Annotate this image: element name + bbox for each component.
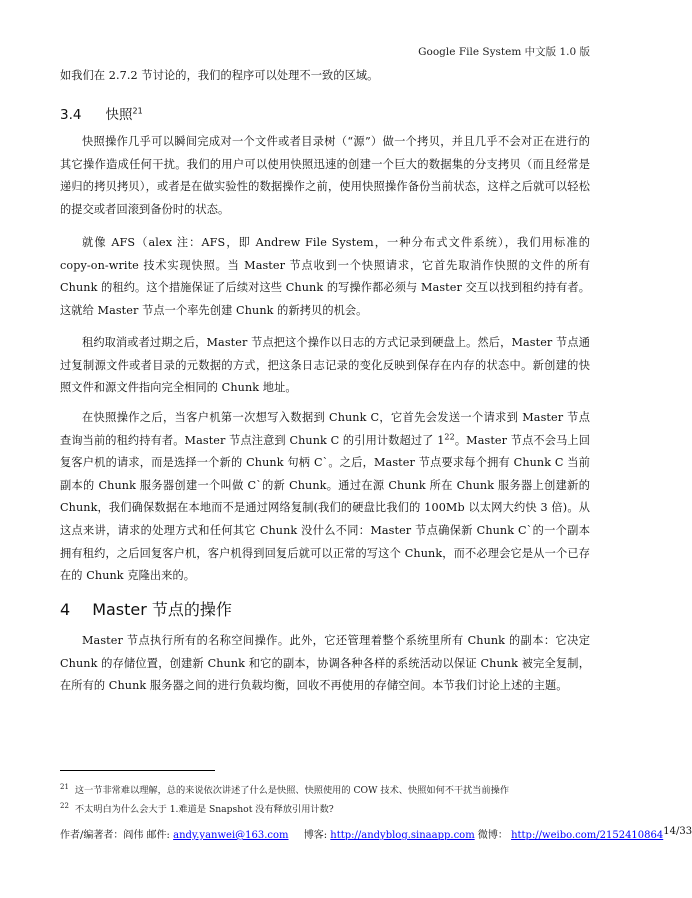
page-number: 14/33: [663, 826, 692, 837]
running-header: Google File System 中文版 1.0 版: [418, 46, 590, 58]
section-number: 4: [60, 600, 71, 619]
section-heading-3-4: [60, 103, 143, 123]
footnote-22: [60, 801, 600, 815]
blog-link[interactable]: http://andyblog.sinaapp.com: [330, 830, 475, 841]
blog-label: 博客:: [303, 830, 328, 841]
footer-contact: [60, 826, 663, 841]
section-title: Master 节点的操作: [92, 600, 232, 619]
paragraph-lease-revoke: 租约取消或者过期之后，Master 节点把这个操作以日志的方式记录到硬盘上。然后，Master 节点通过复制源文件或者目录的元数据的方式，把这条日志记录的变化反映到保存在内存的状态中。新创建的快照文件和源文件指向完全相同的 Chunk 地址。: [60, 336, 590, 395]
section-number: 3.4: [60, 107, 82, 123]
intro-paragraph: 如我们在 2.7.2 节讨论的，我们的程序可以处理不一致的区域。: [60, 69, 379, 82]
footnote-ref-21: 21: [132, 106, 143, 116]
section-title: 快照: [105, 107, 133, 123]
section-heading-4: [60, 597, 232, 620]
paragraph-master-operations: Master 节点执行所有的名称空间操作。此外，它还管理着整个系统里所有 Chunk 的副本：它决定 Chunk 的存储位置，创建新 Chunk 和它的副本，协调各种各样的系统活动以保证 Chunk 被完全复制，在所有的 Chunk 服务器之间的进行负载均衡，回收不再使用的存储空间。本节我们讨论上述的主题。: [60, 634, 590, 693]
footnote-21: [60, 782, 600, 796]
weibo-label: 微博：: [477, 830, 508, 841]
paragraph-copy-on-write: 就像 AFS（alex 注：AFS，即 Andrew File System，一种分布式文件系统），我们用标准的 copy-on-write 技术实现快照。当 Master 节点收到一个快照请求，它首先取消作快照的文件的所有 Chunk 的租约。这个措施保证了后续对这些 Chunk 的写操作都必须与 Master 交互以找到租约持有者。这就给 Master 节点一个率先创建 Chunk 的新拷贝的机会。: [60, 236, 590, 317]
footnote-text: 这一节非常难以理解，总的来说依次讲述了什么是快照、快照使用的 COW 技术、快照如何不干扰当前操作: [74, 785, 510, 796]
page-footer: [60, 826, 692, 841]
footnote-divider: [60, 770, 215, 771]
footnote-ref-22: 22: [444, 431, 455, 441]
weibo-link[interactable]: http://weibo.com/2152410864: [511, 830, 664, 841]
footnote-number: 21: [60, 782, 69, 791]
paragraph-text-part2: 。Master 节点不会马上回复客户机的请求，而是选择一个新的 Chunk 句柄 C`。之后，Master 节点要求每个拥有 Chunk C 当前副本的 Chunk 服务器创建一个叫做 C`的新 Chunk。通过在源 Chunk 所在 Chunk 服务器上创建新的 Chunk，我们确保数据在本地而不是通过网络复制(我们的硬盘比我们的 100Mb 以太网大约快 3 倍)。从这点来讲，请求的处理方式和任何其它 Chunk 没什么不同：Master 节点确保新 Chunk C`的一个副本拥有租约，之后回复客户机，客户机得到回复后就可以正常的写这个 Chunk，而不必理会它是从一个已存在的 Chunk 克隆出来的。: [60, 433, 590, 583]
paragraph-after-snapshot: [60, 407, 590, 588]
footnote-number: 22: [60, 801, 69, 810]
author-label: 作者/编著者：阎伟 邮件:: [60, 830, 170, 841]
paragraph-text-part1: 在快照操作之后，当客户机第一次想写入数据到 Chunk C，它首先会发送一个请求到 Master 节点查询当前的租约持有者。Master 节点注意到 Chunk C 的引用计数超过了 1: [60, 411, 590, 447]
footnote-text: 不太明白为什么会大于 1.难道是 Snapshot 没有释放引用计数?: [74, 804, 334, 815]
paragraph-snapshot-intro: 快照操作几乎可以瞬间完成对一个文件或者目录树（“源”）做一个拷贝，并且几乎不会对正在进行的其它操作造成任何干扰。我们的用户可以使用快照迅速的创建一个巨大的数据集的分支拷贝（而且经常是递归的拷贝拷贝），或者是在做实验性的数据操作之前，使用快照操作备份当前状态，这样之后就可以轻松的提交或者回滚到备份时的状态。: [60, 135, 590, 216]
email-link[interactable]: andy.yanwei@163.com: [173, 830, 289, 841]
